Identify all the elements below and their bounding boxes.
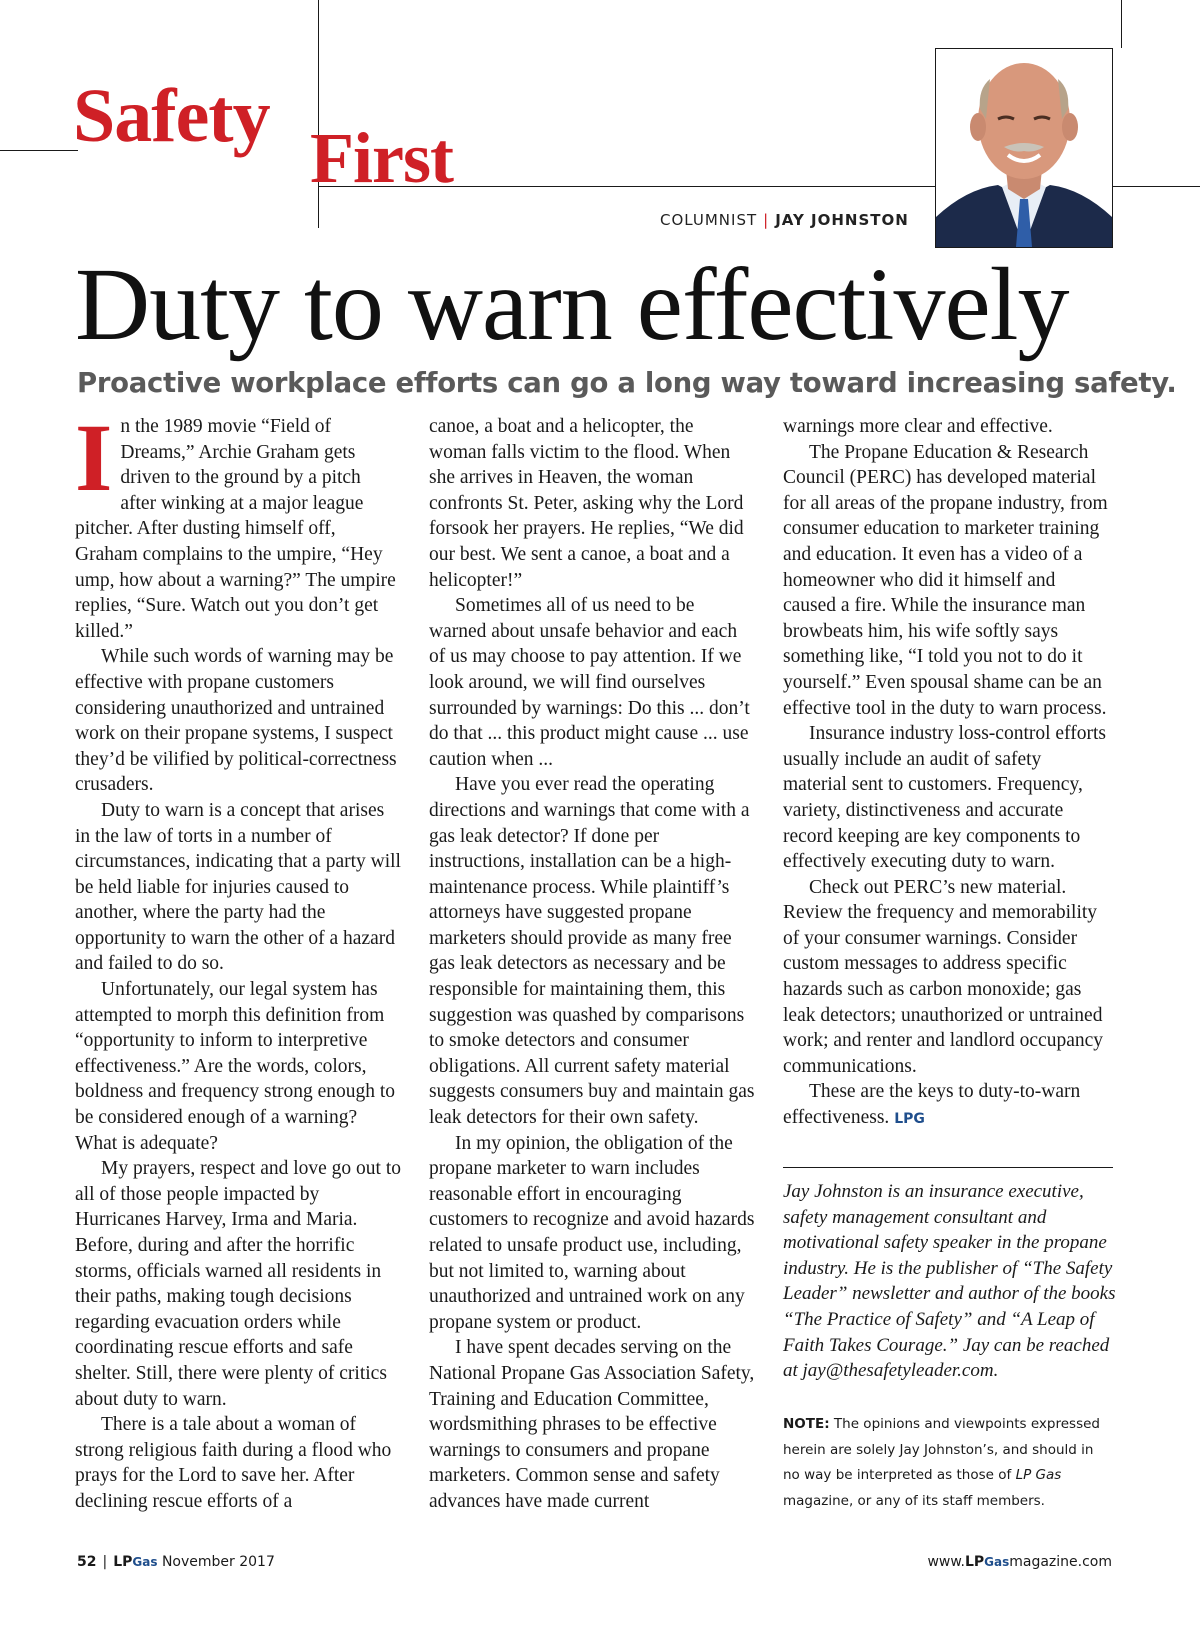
drop-cap: I	[75, 404, 113, 511]
paragraph: Check out PERC’s new material. Review the frequency and memorability of your consumer warnings. Consider custom messages to address specific hazards such as carbon monoxide; gas leak detectors; unauthorized or untrained work; and renter and landlord occupancy communications.	[783, 876, 1103, 1077]
columnist-separator: |	[763, 211, 770, 229]
paragraph: There is a tale about a woman of strong religious faith during a flood who prays for the Lord to save her. After declining rescue efforts of a	[75, 1414, 392, 1512]
issue-date: November 2017	[161, 1554, 275, 1570]
paragraph	[783, 1079, 1109, 1132]
url-brand-gas: Gas	[984, 1555, 1010, 1569]
paragraph: Duty to warn is a concept that arises in the law of torts in a number of circumstances, indicating that a party will be held liable for injuries caused to another, where the party had the opportunity to warn the other of a hazard and failed to do so.	[75, 799, 401, 975]
note-label: NOTE:	[783, 1416, 830, 1432]
footer-url[interactable]	[927, 1554, 1112, 1570]
brand-gas: Gas	[132, 1555, 158, 1569]
disclaimer-note	[783, 1412, 1103, 1514]
paragraph: Unfortunately, our legal system has attempted to morph this definition from “opportunity to inform to interpretive effectiveness.” Are the words, colors, boldness and frequency strong enough to be considered enough of a warning? What is adequate?	[75, 979, 396, 1154]
columnist-photo	[935, 48, 1113, 248]
note-text-end: magazine, or any of its staff members.	[783, 1492, 1045, 1509]
columnist-credit	[660, 211, 909, 229]
url-brand-lp: LP	[964, 1554, 985, 1570]
bio-divider	[783, 1167, 1113, 1168]
paragraph: Insurance industry loss-control efforts usually include an audit of safety material sent to customers. Frequency, variety, distinctiveness and accurate record keeping are key components to effectively executing duty to warn.	[783, 723, 1106, 873]
page-number: 52	[77, 1554, 97, 1570]
safety-first-logo	[0, 0, 520, 230]
article-column-2	[429, 414, 755, 1515]
columnist-portrait-image	[936, 49, 1112, 247]
footer-separator: |	[102, 1554, 108, 1570]
logo-word-safety: Safety	[73, 74, 270, 158]
url-prefix: www.	[927, 1554, 965, 1570]
paragraph: Have you ever read the operating directions and warnings that come with a gas leak detector? If done per instructions, installation can be a high-maintenance process. While plaintiff’s attorneys have suggested propane marketers should provide as many free gas leak detectors as necessary and be responsible for maintaining them, this suggestion was quashed by comparisons to smoke detectors and consumer obligations. All current safety material suggests consumers buy and maintain gas leak detectors for their own safety.	[429, 774, 755, 1129]
end-mark: LPG	[894, 1111, 925, 1128]
paragraph-text: These are the keys to duty-to-warn effectiveness.	[783, 1081, 1081, 1129]
paragraph: canoe, a boat and a helicopter, the woman falls victim to the flood. When she arrives in Heaven, the woman confronts St. Peter, asking why the Lord forsook her prayers. He replies, “We did our best. We sent a canoe, a boat and a helicopter!”	[429, 416, 744, 591]
photo-vertical-rule	[1121, 0, 1122, 48]
article-column-3	[783, 414, 1109, 1133]
paragraph: The Propane Education & Research Council (PERC) has developed material for all areas of the propane industry, from consumer education to marketer training and education. It even has a video of a homeowner who did it himself and caused a fire. While the insurance man browbeats him, his wife softly says something like, “I told you not to do it yourself.” Even spousal shame can be an effective tool in the duty to warn process.	[783, 441, 1108, 719]
brand-lp: LP	[113, 1554, 133, 1570]
article-title: Duty to warn effectively	[75, 247, 1069, 362]
paragraph: Sometimes all of us need to be warned about unsafe behavior and each of us may choose to pay attention. If we look around, we will find ourselves surrounded by warnings: Do this ... don’t do that ... this product might cause ... use caution when ...	[429, 595, 750, 770]
note-text: The opinions and viewpoints expressed herein are solely Jay Johnston’s, and should in no way be interpreted as those of	[783, 1416, 1100, 1484]
note-magazine: LP Gas	[1015, 1467, 1062, 1484]
author-bio: Jay Johnston is an insurance executive, safety management consultant and motivational safety speaker in the propane industry. He is the publisher of “The Safety Leader” newsletter and author of the books “The Practice of Safety” and “A Leap of Faith Takes Courage.” Jay can be reached at jay@thesafetyleader.com.	[783, 1181, 1116, 1382]
paragraph: I have spent decades serving on the National Propane Gas Association Safety, Training and Education Committee, wordsmithing phrases to be effective warnings to consumers and propane marketers. Common sense and safety advances have made current	[429, 1337, 755, 1512]
article-column-1	[75, 404, 402, 1515]
paragraph-text: n the 1989 movie “Field of Dreams,” Archie Graham gets driven to the ground by a pitch after winking at a major league pitcher. After dusting himself off, Graham complains to the umpire, “Hey ump, how about a warning?” The umpire replies, “Sure. Watch out you don’t get killed.”	[75, 416, 396, 642]
paragraph	[75, 404, 401, 644]
columnist-label: COLUMNIST	[660, 211, 758, 229]
article-subhead: Proactive workplace efforts can go a long way toward increasing safety.	[77, 367, 1177, 399]
paragraph: My prayers, respect and love go out to all of those people impacted by Hurricanes Harvey, Irma and Maria. Before, during and after the horrific storms, officials warned all residents in their paths, making tough decisions regarding evacuation orders while coordinating rescue efforts and safe shelter. Still, there were plenty of critics about duty to warn.	[75, 1158, 402, 1410]
paragraph: While such words of warning may be effective with propane customers considering unauthorized and untrained work on their propane systems, I suspect they’d be vilified by political-correctness crusaders.	[75, 646, 397, 796]
columnist-name: JAY JOHNSTON	[775, 211, 909, 229]
paragraph: warnings more clear and effective.	[783, 416, 1053, 437]
footer-folio	[77, 1554, 275, 1570]
url-suffix: magazine.com	[1009, 1554, 1112, 1570]
paragraph: In my opinion, the obligation of the propane marketer to warn includes reasonable effort in encouraging customers to recognize and avoid hazards related to unsafe product use, including, but not limited to, warning about unauthorized and untrained work on any propane system or product.	[429, 1132, 755, 1333]
logo-word-first: First	[310, 118, 453, 198]
